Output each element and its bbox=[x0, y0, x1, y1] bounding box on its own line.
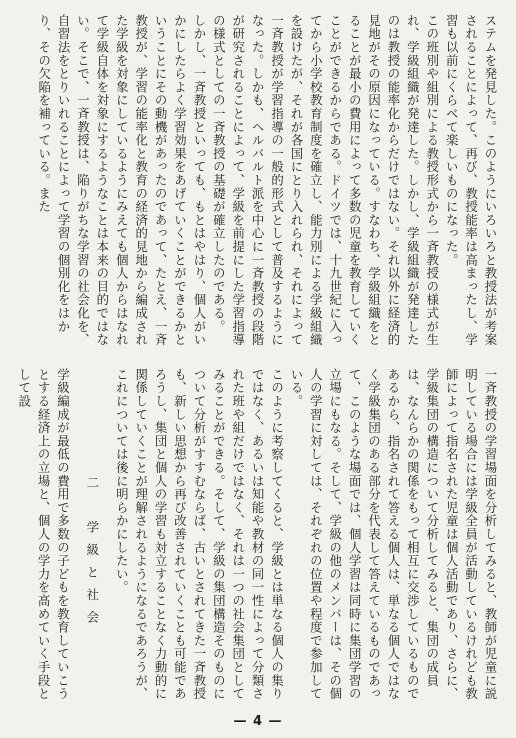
paragraph: しかし、一斉教授といっても、もとはやはり、個人がいかにしたらよく学習効果をあげていくことができるかということにその動機があったのであって、たとえ、一斉教授が、学習の能率化と教育の経済的見地から編成された学級を対象にしているようにみえても個人からはなれて学級自体を対象にするようなことは本来の目的ではない。そこで、一斉教授は、陥りがちな学習の社会化を、自習法をとりいれることによって学習の個別化をはかり、その欠陥を補っている。また bbox=[36, 14, 207, 347]
paragraph: この班別や組別による教授形式から一斉教授の様式が生れ、学級組織が発達した。しかし、学級組織が発達したのは教授の能率化からだけではない。それ以外に経済的見地がその原因になっている。すなわち、学級組織をとることが最小の費用によって多数の児童を教育していくことができるからである。ドイツでは、十九世紀に入ってから小学校教育制度を確立し、能力別による学級組織を設けたが、それが各国にとり入れられ、それによって一斉教授が学習指導の一般的形式として普及するようになった。しかも、ヘルバルト派を中心に一斉教授の段階が研究されることによって、学級を前提にした学習指導の様式としての一斉教授の基礎が確立したのである。 bbox=[211, 14, 440, 347]
section-heading: 二 学級と社会 bbox=[84, 476, 100, 633]
upper-text-block bbox=[14, 14, 500, 350]
paragraph: このように考察してくると、学級とは単なる個人の集りではなく、あるいは知能や教材の同一性によって分類された班や組だけではなく、それは一つの社会集団としてみることができる。そして、学級の集団構造そのものについて分析がすすむならば、古いとされてきた一斉教授も、新しい思想から再び改善されていくことも可能であろうし、集団と個人の学習も対立することなく力動的に関係していくことが理解されるようになるであろうが、これについては後に明らかにしたい。 bbox=[114, 368, 285, 701]
paragraph: ステムを発見した。このようにいろいろと教授法が考案されることによって、再び、教授能率は高まったし、学習も以前にくらべて楽しいものになった。 bbox=[444, 14, 498, 347]
page-number: — 4 — bbox=[233, 714, 283, 729]
paragraph: 一斉教授の学習場面を分析してみると、教師が児童に説明している場合には学級全員が活動しているけれども教師によって指名された児童は個人活動であり、さらに、学級集団の構造について分析してみると、集団の成員は、なんらかの関係をもって相互に交渉しているものであるから、指名されて答える個人は、単なる個人ではなく学級集団のある部分を代表して答えているものであって、このような場面では、個人学習は同時に集団学習の立場にもなる。そして、学級の他のメンバーは、その個人の学習に対しては、それぞれの位置や程度で参加している。 bbox=[288, 368, 498, 701]
paragraph: 学級編成が最低の費用で多数の子どもを教育していこうとする経済上の立場と、個人の学力を高めていく手段として設 bbox=[16, 368, 71, 701]
lower-text-block bbox=[14, 368, 500, 708]
